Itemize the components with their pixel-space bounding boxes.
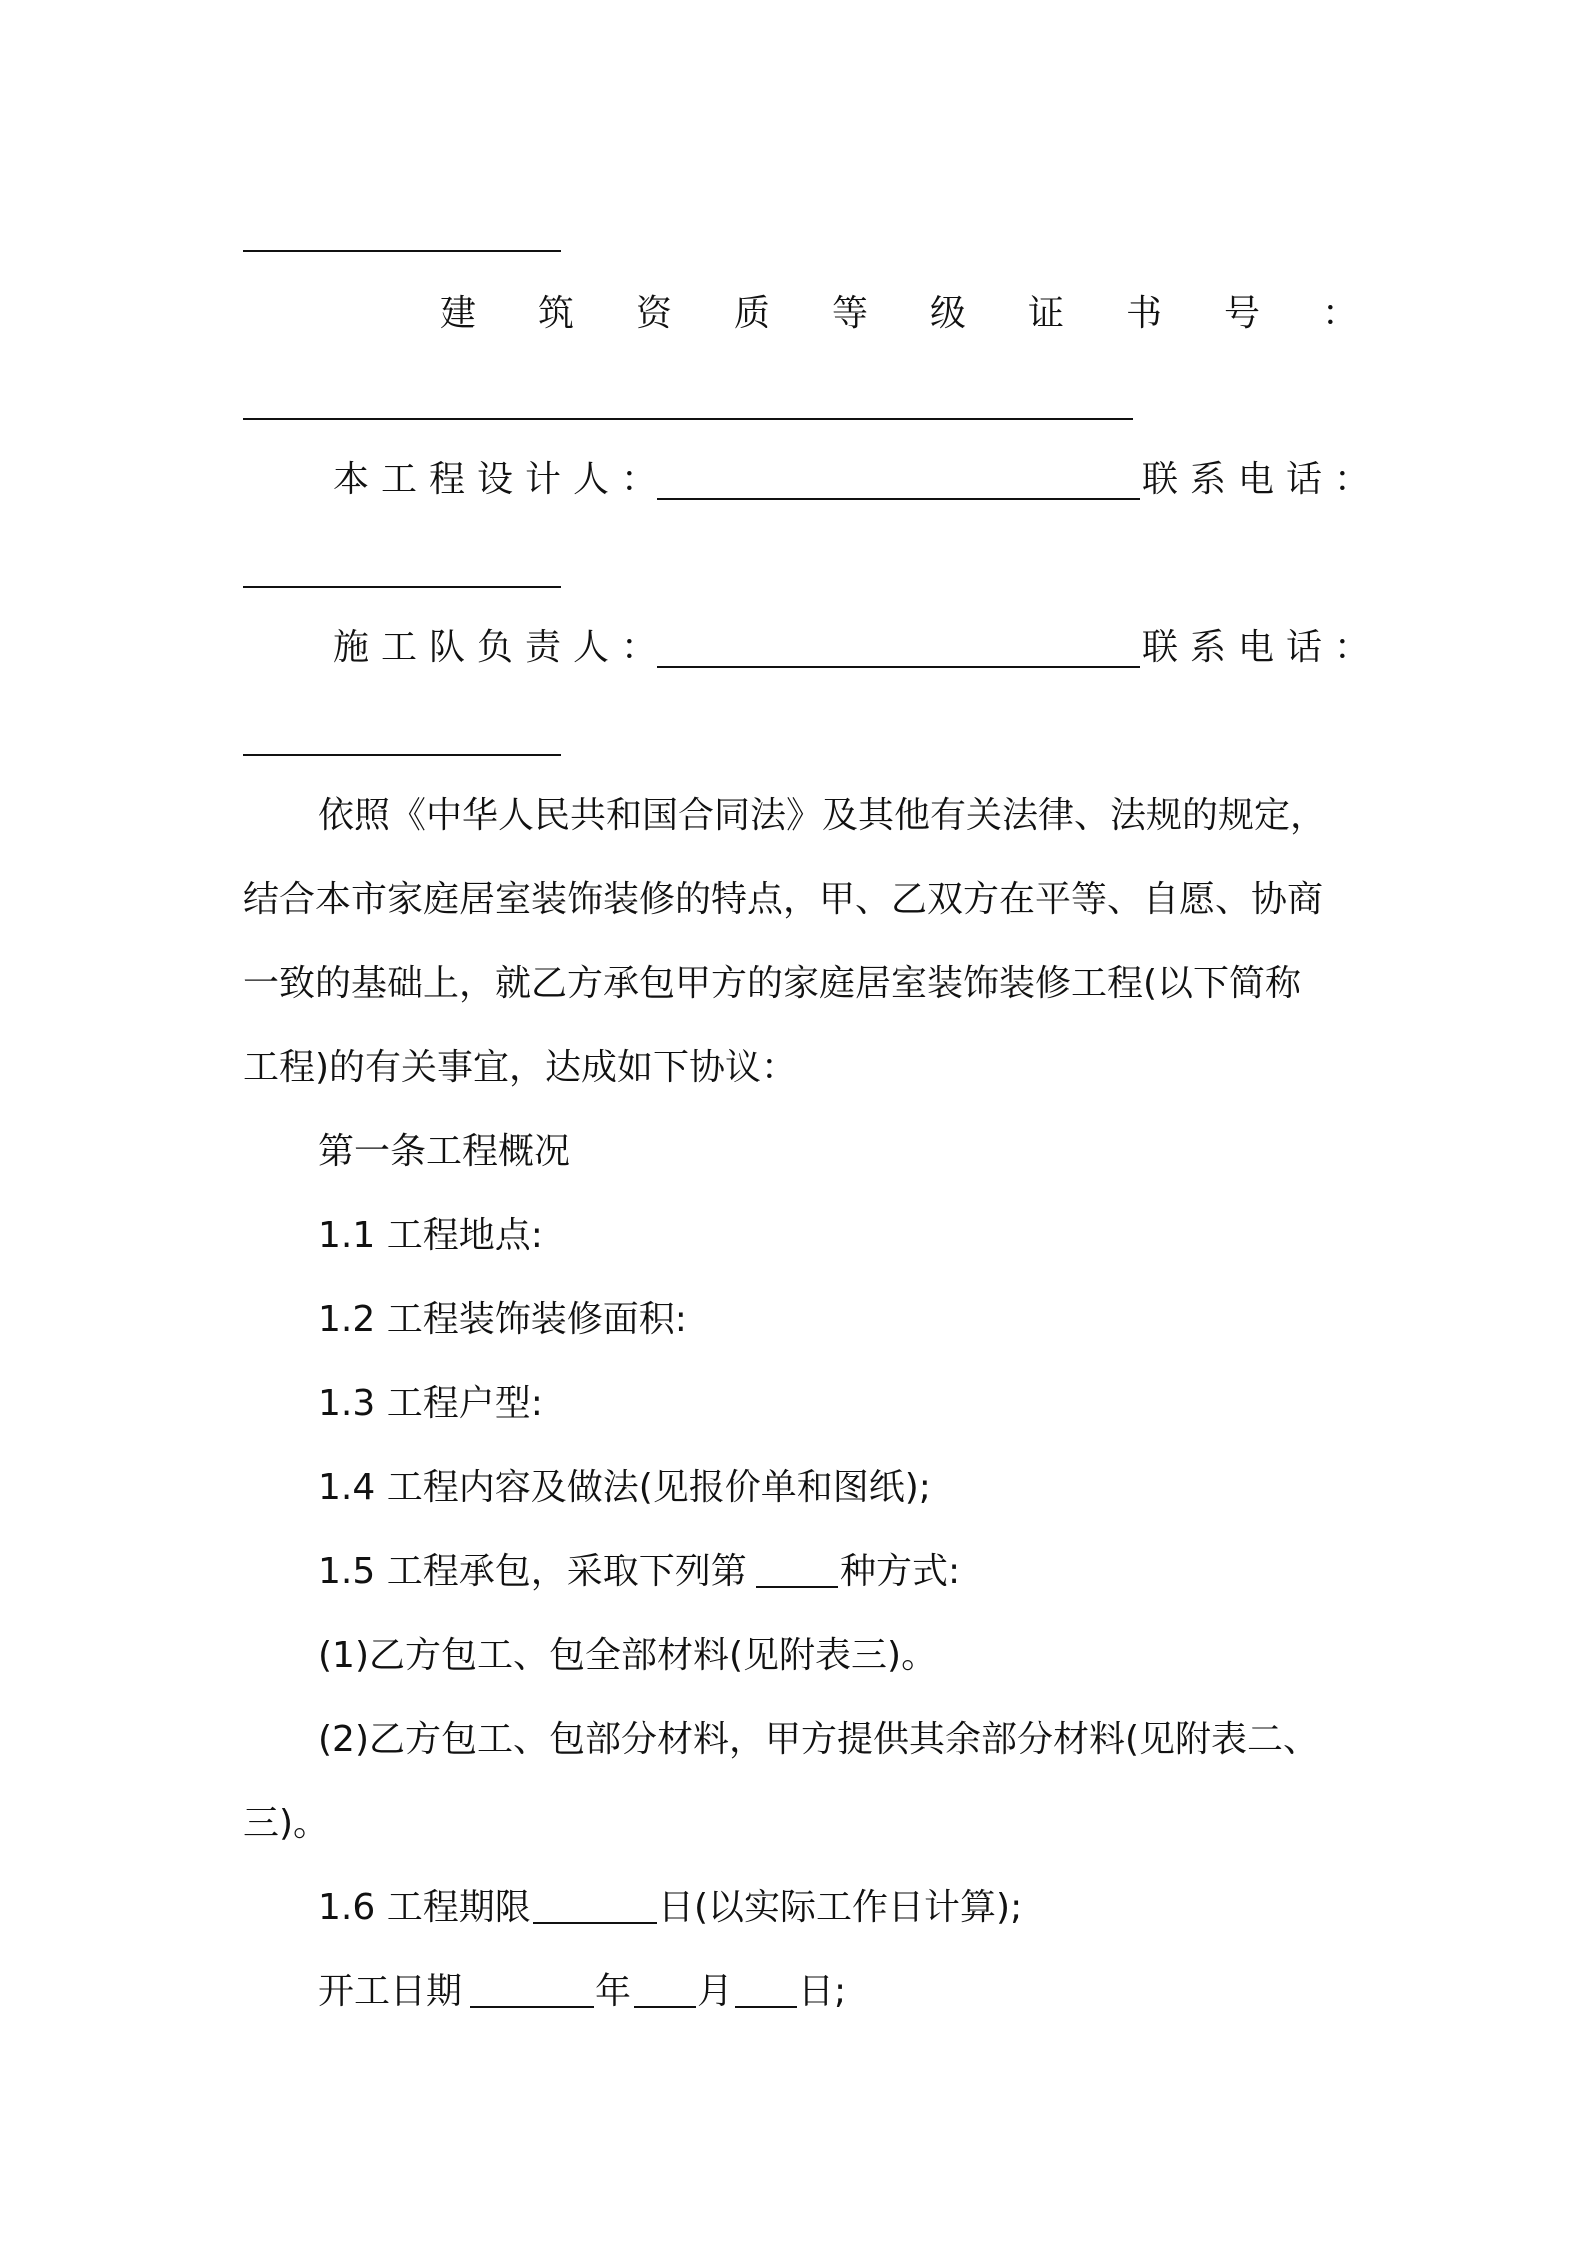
foreman-blank — [657, 666, 1140, 668]
intro-line: 结合本市家庭居室装饰装修的特点，甲、乙双方在平等、自愿、协商 — [243, 879, 1324, 920]
month-blank — [634, 2006, 696, 2008]
intro-line: 依照《中华人民共和国合同法》及其他有关法律、法规的规定， — [318, 795, 1327, 836]
item-contract-mode-suffix: 种方式: — [840, 1551, 961, 1592]
blank-line — [243, 754, 561, 756]
day-blank — [735, 2006, 797, 2008]
item-contract-mode: 1.5 工程承包，采取下列第 — [318, 1551, 747, 1592]
item-layout: 1.3 工程户型: — [318, 1383, 543, 1424]
intro-line: 工程)的有关事宜，达成如下协议： — [243, 1047, 798, 1088]
item-content: 1.4 工程内容及做法(见报价单和图纸); — [318, 1467, 931, 1508]
blank-line — [243, 586, 561, 588]
start-year: 年 — [595, 1971, 632, 2012]
foreman-label: 施工队负责人： — [333, 627, 670, 668]
start-day: 日; — [798, 1971, 847, 2012]
item-duration-suffix: 日(以实际工作日计算); — [658, 1887, 1023, 1928]
intro-line: 一致的基础上，就乙方承包甲方的家庭居室装饰装修工程(以下简称 — [243, 963, 1302, 1004]
duration-blank — [533, 1922, 657, 1924]
option-2: (2)乙方包工、包部分材料，甲方提供其余部分材料(见附表二、 — [318, 1719, 1320, 1760]
qualification-label: 建筑资质等级证书号： — [440, 293, 1421, 334]
designer-label: 本工程设计人： — [333, 459, 670, 500]
article-title: 第一条工程概况 — [318, 1131, 571, 1172]
item-area: 1.2 工程装饰装修面积: — [318, 1299, 687, 1340]
blank-line — [243, 250, 561, 252]
mode-blank — [756, 1586, 838, 1588]
phone-label: 联系电话： — [1142, 459, 1383, 500]
start-month: 月 — [697, 1971, 734, 2012]
year-blank — [470, 2006, 594, 2008]
designer-blank — [657, 498, 1140, 500]
option-1: (1)乙方包工、包全部材料(见附表三)。 — [318, 1635, 938, 1676]
start-date-label: 开工日期 — [318, 1971, 463, 2012]
item-duration: 1.6 工程期限 — [318, 1887, 531, 1928]
blank-line — [243, 418, 1133, 420]
phone-label: 联系电话： — [1142, 627, 1383, 668]
option-2-cont: 三)。 — [243, 1803, 330, 1844]
item-location: 1.1 工程地点: — [318, 1215, 543, 1256]
